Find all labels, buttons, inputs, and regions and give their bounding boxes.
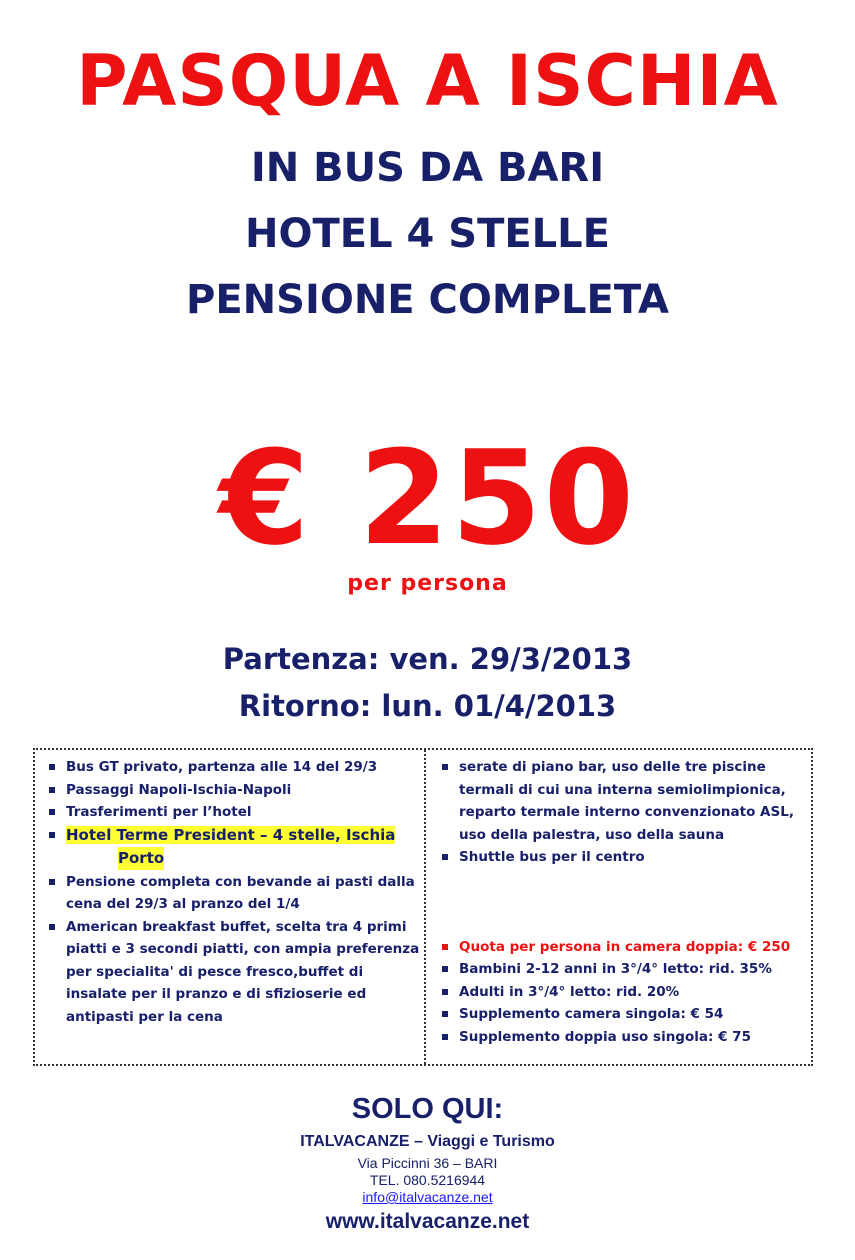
quota-text: Quota per persona in camera doppia: € 250 bbox=[459, 938, 791, 955]
hotel-name-highlight: Hotel Terme President – 4 stelle, Ischia bbox=[66, 825, 396, 844]
list-item bbox=[441, 756, 803, 846]
hotel-list-item bbox=[48, 824, 420, 871]
spacer bbox=[441, 869, 803, 936]
list-item bbox=[441, 958, 803, 981]
bullet-icon bbox=[49, 764, 55, 770]
bullet-icon bbox=[442, 1034, 448, 1040]
subtitle-hotel: HOTEL 4 STELLE bbox=[245, 211, 610, 257]
bullet-icon bbox=[442, 854, 448, 860]
list-item-text: Shuttle bus per il centro bbox=[459, 849, 645, 865]
list-item bbox=[441, 1026, 803, 1049]
bullet-icon bbox=[442, 944, 448, 950]
agency-phone: TEL. 080.5216944 bbox=[369, 1172, 486, 1188]
agency-address: Via Piccinni 36 – BARI bbox=[357, 1155, 498, 1171]
page-title: PASQUA A ISCHIA bbox=[76, 40, 779, 122]
bullet-icon bbox=[442, 764, 448, 770]
details-right-column bbox=[441, 756, 803, 1048]
list-item-text: Passaggi Napoli-Ischia-Napoli bbox=[66, 781, 292, 798]
list-item-text: serate di piano bar, uso delle tre piscine termali di cui una interna semiolimpionica, reparto termale interno convenzionato ASL, uso della palestra, uso della sauna bbox=[459, 759, 794, 843]
solo-qui-heading: SOLO QUI: bbox=[351, 1093, 504, 1125]
hotel-location-highlight: Porto bbox=[118, 847, 164, 870]
price-unit: per persona bbox=[347, 571, 508, 596]
details-left-column bbox=[48, 756, 420, 1028]
agency-email-container bbox=[0, 1188, 855, 1206]
agency-name: ITALVACANZE – Viaggi e Turismo bbox=[300, 1133, 555, 1150]
list-item-text: Supplemento camera singola: € 54 bbox=[459, 1006, 724, 1022]
bullet-icon bbox=[442, 1011, 448, 1017]
list-item bbox=[441, 981, 803, 1004]
agency-website[interactable]: www.italvacanze.net bbox=[325, 1210, 530, 1233]
list-item bbox=[48, 779, 420, 802]
list-item bbox=[48, 916, 420, 1029]
agency-email-link[interactable]: info@italvacanze.net bbox=[362, 1189, 493, 1205]
list-item-text: American breakfast buffet, scelta tra 4 primi piatti e 3 secondi piatti, con ampia preferenza per specialita' di pesce fresco,buffet di insalate per il pranzo e di sfizioserie ed antipasti per la cena bbox=[66, 918, 420, 1025]
bullet-icon bbox=[49, 879, 55, 885]
list-item bbox=[48, 871, 420, 916]
bullet-icon bbox=[49, 787, 55, 793]
list-item bbox=[441, 846, 803, 869]
list-item bbox=[441, 1003, 803, 1026]
subtitle-bus: IN BUS DA BARI bbox=[250, 145, 605, 191]
bullet-icon bbox=[442, 966, 448, 972]
list-item-text: Pensione completa con bevande ai pasti dalla cena del 29/3 al pranzo del 1/4 bbox=[66, 873, 415, 912]
bullet-icon bbox=[442, 989, 448, 995]
list-item-text: Trasferimenti per l’hotel bbox=[66, 804, 252, 820]
return-date: Ritorno: lun. 01/4/2013 bbox=[238, 689, 617, 723]
bullet-icon bbox=[49, 809, 55, 815]
bullet-icon bbox=[49, 832, 55, 838]
price-amount: € 250 bbox=[218, 422, 637, 574]
list-item bbox=[48, 756, 420, 779]
departure-date: Partenza: ven. 29/3/2013 bbox=[222, 642, 633, 676]
list-item-text: Bambini 2-12 anni in 3°/4° letto: rid. 35% bbox=[459, 961, 772, 977]
quota-list-item bbox=[441, 936, 803, 959]
list-item-text: Adulti in 3°/4° letto: rid. 20% bbox=[459, 983, 680, 1000]
list-item bbox=[48, 801, 420, 824]
list-item-text: Supplemento doppia uso singola: € 75 bbox=[459, 1028, 751, 1045]
details-divider bbox=[424, 750, 426, 1064]
subtitle-board: PENSIONE COMPLETA bbox=[186, 277, 669, 323]
bullet-icon bbox=[49, 924, 55, 930]
list-item-text: Bus GT privato, partenza alle 14 del 29/3 bbox=[66, 759, 378, 775]
